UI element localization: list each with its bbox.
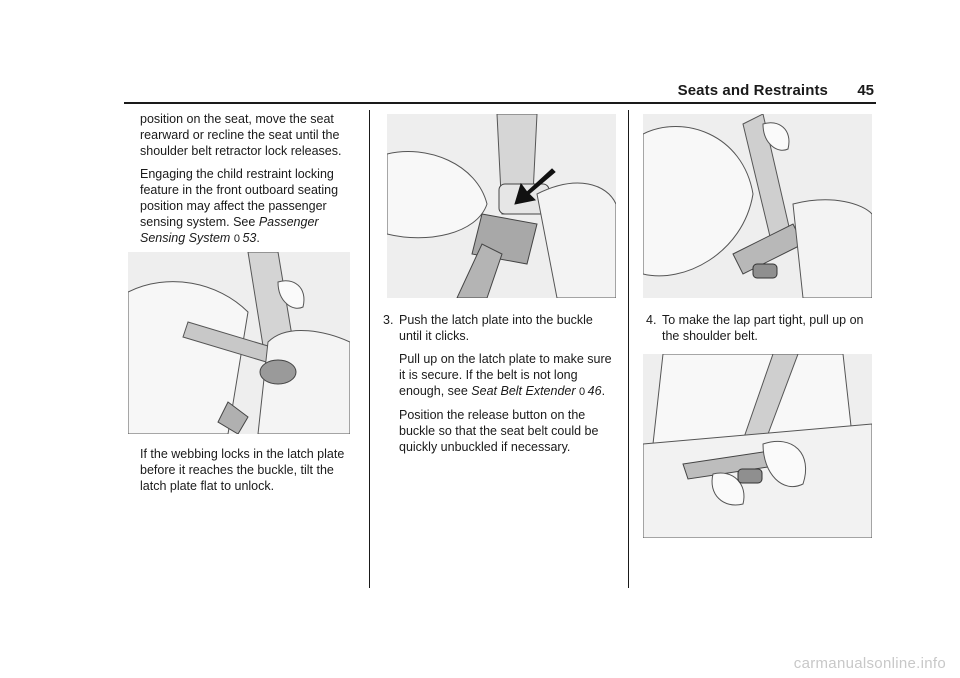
step-3 [383, 312, 619, 344]
link-seat-belt-extender[interactable]: Seat Belt Extender [471, 384, 576, 398]
column-1-bottom [140, 446, 362, 501]
column-3 [646, 312, 872, 351]
section-title: Seats and Restraints [677, 82, 828, 99]
column-divider-1 [369, 110, 370, 588]
page-number: 45 [857, 82, 874, 99]
figure-latch-tilt [128, 252, 350, 434]
figure-lap-tighten [643, 354, 872, 538]
column-2 [383, 312, 619, 462]
paragraph-webbing-lock: If the webbing locks in the latch plate before it reaches the buckle, tilt the latch plate flat to unlock. [140, 447, 345, 493]
punctuation: . [256, 231, 260, 245]
pull-shoulder-illustration-icon [643, 114, 872, 298]
link-passenger-sensing-system[interactable]: Passenger Sensing System [140, 215, 319, 245]
punctuation: . [601, 384, 606, 398]
step-3-detail-1 [383, 351, 619, 455]
column-divider-2 [628, 110, 629, 588]
page-ref-number[interactable]: 46 [587, 384, 602, 398]
paragraph-child-restraint [140, 166, 362, 247]
watermark: carmanualsonline.info [793, 655, 946, 672]
step-3-number: 3. [383, 313, 394, 327]
step-3-text: Push the latch plate into the buckle until it clicks. [399, 313, 593, 343]
page-ref-icon: 0 [579, 386, 586, 398]
paragraph-continued: position on the seat, move the seat rearward or recline the seat until the shoulder belt retractor lock releases. [140, 112, 342, 158]
page-header [0, 80, 960, 104]
lap-tighten-illustration-icon [643, 354, 872, 538]
column-1 [140, 111, 362, 254]
buckle-insert-illustration-icon [387, 114, 616, 298]
page-ref-icon: 0 [233, 233, 240, 245]
detail-text: Pull up on the latch plate to make sure it is secure. If the belt is not long enough, see [399, 352, 612, 398]
paragraph-text: Engaging the child restraint locking feature in the front outboard seating position may affect the passenger sensing system. See [140, 167, 339, 229]
latch-tilt-illustration-icon [128, 252, 350, 434]
figure-buckle-insert [387, 114, 616, 298]
header-rule [124, 102, 876, 104]
page-ref-number[interactable]: 53 [242, 231, 257, 245]
figure-pull-shoulder-belt [643, 114, 872, 298]
step-3-detail-2: Position the release button on the buckle so that the seat belt could be quickly unbuckled if necessary. [399, 408, 599, 454]
step-4 [646, 312, 872, 344]
step-4-number: 4. [646, 313, 657, 327]
step-4-text: To make the lap part tight, pull up on the shoulder belt. [662, 313, 864, 343]
